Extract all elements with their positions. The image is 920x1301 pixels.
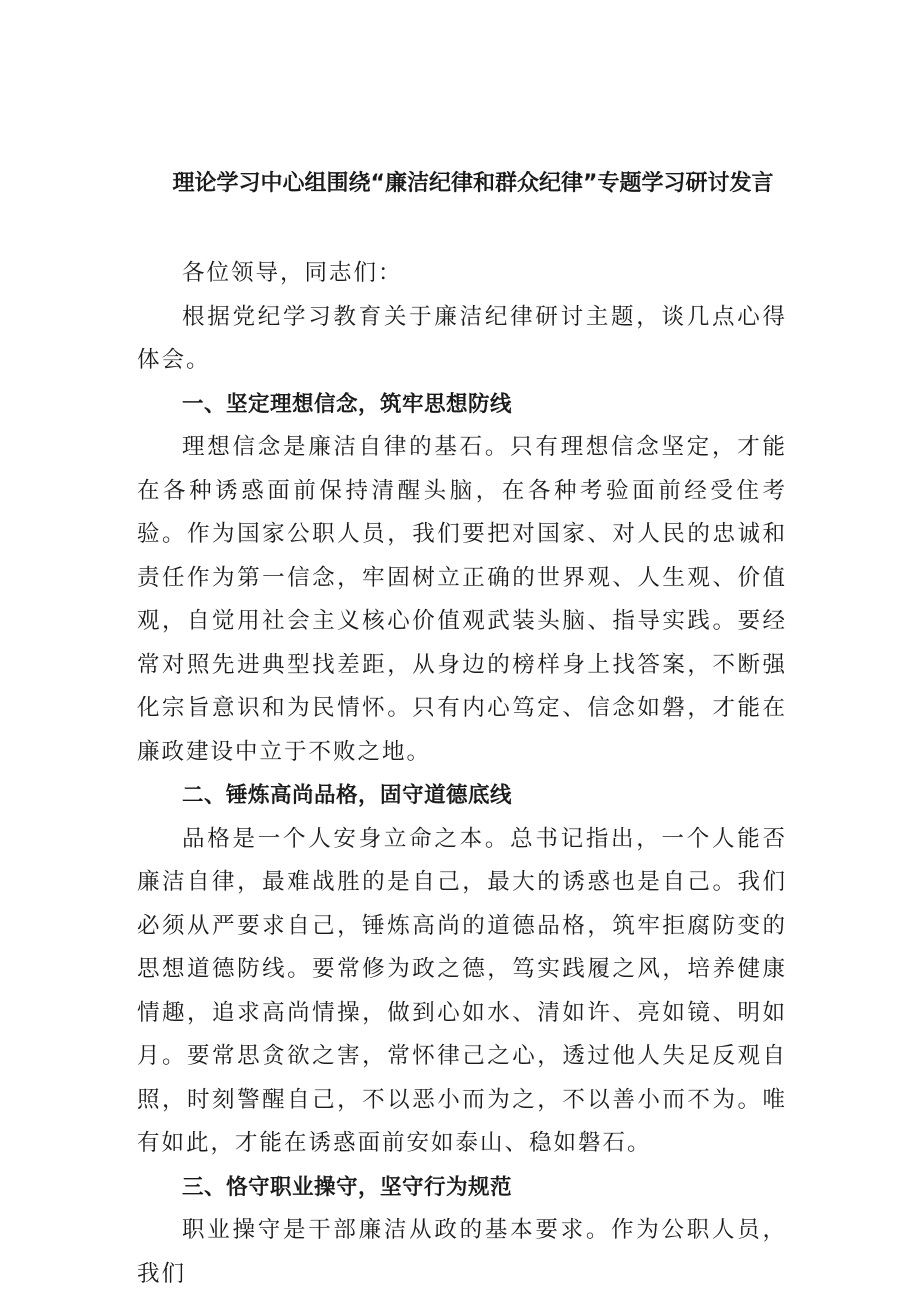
section-paragraph-1: 理想信念是廉洁自律的基石。只有理想信念坚定，才能在各种诱惑面前保持清醒头脑，在各种考验面前经受住考验。作为国家公职人员，我们要把对国家、对人民的忠诚和责任作为第一信念，牢固树立正确的世界观、人生观、价值观，自觉用社会主义核心价值观武装头脑、指导实践。要经常对照先进典型找差距，从身边的榜样身上找答案，不断强化宗旨意识和为民情怀。只有内心笃定、信念如磐，才能在廉政建设中立于不败之地。: [137, 434, 787, 765]
section-heading-2: 二、锤炼高尚品格，固守道德底线: [182, 783, 513, 808]
section-paragraph-3: 职业操守是干部廉洁从政的基本要求。作为公职人员，我们: [137, 1217, 787, 1287]
section-heading-1: 一、坚定理想信念，筑牢思想防线: [182, 391, 513, 417]
section-paragraph-2: 品格是一个人安身立命之本。总书记指出，一个人能否廉洁自律，最难战胜的是自己，最大的诱惑也是自己。我们必须从严要求自己，锤炼高尚的道德品格，筑牢拒腐防变的思想道德防线。要常修为政之德，笃实践履之风，培养健康情趣，追求高尚情操，做到心如水、清如许、亮如镜、明如月。要常思贪欲之害，常怀律己之心，透过他人失足反观自照，时刻警醒自己，不以恶小而为之，不以善小而不为。唯有如此，才能在诱惑面前安如泰山、稳如磐石。: [137, 825, 787, 1156]
salutation: 各位领导，同志们：: [182, 260, 403, 286]
section-heading-3: 三、恪守职业操守，坚守行为规范: [182, 1174, 513, 1200]
document-body: [137, 252, 787, 1296]
intro-paragraph: 根据党纪学习教育关于廉洁纪律研讨主题，谈几点心得体会。: [137, 303, 787, 373]
document-title: 理论学习中心组围绕“廉洁纪律和群众纪律”专题学习研讨发言: [172, 171, 774, 196]
